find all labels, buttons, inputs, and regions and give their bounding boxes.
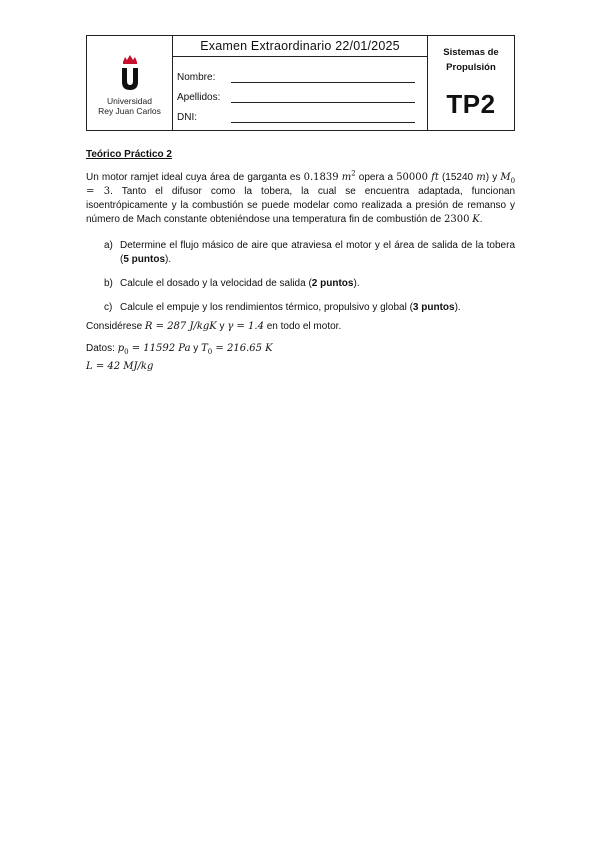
question-item (86, 301, 515, 315)
m-unit: m (476, 172, 486, 183)
area-unit-exponent: 2 (351, 169, 356, 178)
temperature-value: = 216.65 K (212, 343, 273, 354)
combustion-temp-value: 2300 (444, 214, 470, 225)
question-a-points: 5 puntos (123, 254, 166, 265)
pressure-symbol: p (117, 343, 125, 354)
question-text (120, 239, 515, 267)
pressure-subscript: 0 (124, 348, 129, 356)
urjc-logo-icon (117, 54, 143, 94)
surname-field-label: Apellidos: (177, 92, 221, 103)
gas-constant: R = 287 J/kgK (144, 321, 217, 332)
intro-text-3: (15240 (438, 172, 477, 183)
dni-field-label: DNI: (177, 112, 197, 123)
constants-line (86, 320, 515, 334)
subject-name (443, 45, 498, 75)
question-b-points: 2 puntos (311, 278, 354, 289)
intro-text-2: opera a (355, 172, 397, 183)
name-field-line[interactable] (231, 69, 415, 83)
question-list (86, 239, 515, 315)
ft-unit: ft (431, 172, 439, 183)
surname-field-line[interactable] (231, 89, 415, 103)
name-field (177, 63, 427, 83)
pressure-value: = 11592 Pa (128, 343, 191, 354)
subject-cell (428, 36, 514, 130)
dni-field-line[interactable] (231, 109, 415, 123)
consider-text-2: y (216, 321, 228, 332)
altitude-ft-value: 50000 (396, 172, 428, 183)
question-c-end: ). (454, 302, 461, 313)
question-c-text: Calcule el empuje y los rendimientos térmico, propulsivo y global ( (120, 302, 413, 313)
data-and: y (190, 343, 202, 354)
consider-text-3: en todo el motor. (263, 321, 342, 332)
mach-subscript: 0 (510, 177, 516, 185)
mach-symbol: M (500, 172, 511, 183)
question-item (86, 277, 515, 291)
question-a-text: Determine el flujo másico de aire que atraviesa el motor y el área de salida de la tobera ( (120, 240, 515, 265)
question-text (120, 277, 515, 291)
university-logo (87, 36, 173, 130)
subject-line1: Sistemas de (443, 47, 499, 58)
temperature-subscript: 0 (207, 348, 213, 356)
temperature-symbol: T (201, 343, 208, 354)
surname-field (177, 83, 427, 103)
intro-text-7: . (479, 214, 483, 225)
gamma-value: γ = 1.4 (227, 321, 264, 332)
question-letter: c) (104, 302, 113, 313)
subject-line2: Propulsión (446, 62, 496, 73)
problem-content (86, 148, 515, 382)
university-name (98, 96, 161, 116)
student-fields (173, 57, 427, 123)
intro-text-6: . Tanto el difusor como la tobera, la cual se encuentra adaptada, funcionan isoentrópicamente y la combustión se puede modelar como realizada a presión de remanso y número de Mach constante obteniéndose una temperatura fin de combustión de (86, 186, 516, 225)
data-label: Datos: (86, 343, 118, 354)
question-b-end: ). (353, 278, 360, 289)
fuel-heating-value: L = 42 MJ/kg (86, 361, 154, 372)
student-info-cell (173, 36, 428, 130)
question-text (120, 301, 515, 315)
intro-text-4: ) (485, 172, 490, 183)
name-field-label: Nombre: (177, 72, 216, 83)
question-letter: a) (104, 240, 113, 251)
question-a-end: ). (165, 254, 172, 265)
problem-statement (86, 171, 515, 227)
area-unit: m (341, 172, 352, 183)
exam-title: Examen Extraordinario 22/01/2025 (173, 36, 427, 57)
consider-text-1: Considérese (86, 321, 145, 332)
exam-code: TP2 (446, 89, 496, 119)
problem-title: Teórico Práctico 2 (86, 149, 172, 160)
exam-header (86, 35, 515, 131)
intro-text-1: Un motor ramjet ideal cuya área de garganta es (86, 172, 304, 183)
university-name-line2: Rey Juan Carlos (98, 106, 161, 116)
dni-field (177, 103, 427, 123)
question-b-text: Calcule el dosado y la velocidad de salida ( (120, 278, 312, 289)
data-line (86, 342, 515, 356)
intro-text-5: y (492, 172, 501, 183)
question-c-points: 3 puntos (412, 302, 455, 313)
question-item (86, 239, 515, 267)
mach-value: = 3 (86, 186, 111, 197)
throat-area-value: 0.1839 (303, 172, 339, 183)
university-name-line1: Universidad (107, 96, 152, 106)
temp-unit: K (472, 214, 480, 225)
question-letter: b) (104, 278, 113, 289)
